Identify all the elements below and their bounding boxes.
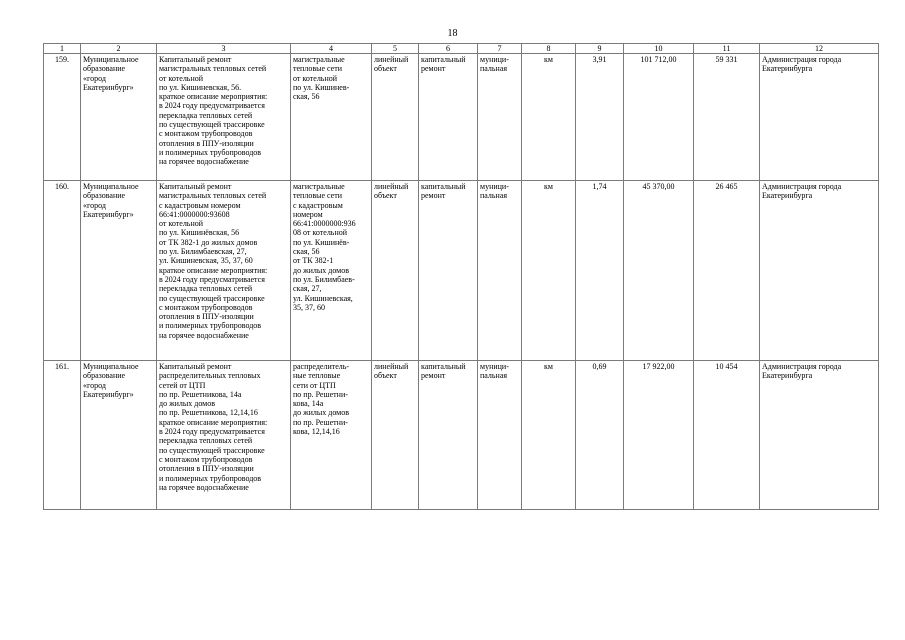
cell-line: отопления в ППУ-изоляции (159, 464, 254, 474)
cell-line: ская, 56 (293, 247, 320, 257)
row-number-cell: 160. (44, 181, 81, 361)
cell-line: Екатеринбурга (762, 371, 813, 381)
col-header: 8 (522, 44, 576, 54)
cell-line: Екатеринбурга (762, 191, 813, 201)
table-row (44, 181, 879, 361)
cell-line: линейный (374, 362, 409, 371)
cell-line: «город (83, 380, 106, 390)
cell-line: от котельной (293, 73, 338, 83)
owner-cell (81, 361, 157, 510)
length-cell: 0,69 (576, 361, 624, 510)
cell-line: магистральные (293, 55, 345, 64)
object-cell (291, 54, 372, 181)
cell-line: в 2024 году предусматривается (159, 274, 265, 284)
cell-line: по существующей трассировке (159, 120, 265, 130)
cell-line: образование (83, 64, 126, 74)
cell-line: Екатеринбург» (83, 209, 134, 219)
cell-line: Администрация города (762, 362, 842, 371)
object-cell (291, 361, 372, 510)
col-header: 10 (624, 44, 694, 54)
cell-line: кова, 12,14,16 (293, 427, 340, 437)
owner-cell (81, 54, 157, 181)
cell-line: с кадастровым (293, 200, 343, 210)
value-cell: 10 454 (694, 361, 760, 510)
cell-line: и полимерных трубопроводов (159, 473, 262, 483)
col-header: 7 (478, 44, 522, 54)
cell-line: капитальный (421, 362, 466, 371)
administrator-cell (760, 181, 879, 361)
cell-line: отопления в ППУ-изоляции (159, 138, 254, 148)
work-type-cell (419, 181, 478, 361)
cell-line: по ул. Билимбаев- (293, 274, 355, 284)
col-header: 2 (81, 44, 157, 54)
cell-line: от котельной (159, 219, 204, 229)
cell-line: номером (293, 209, 323, 219)
length-cell: 3,91 (576, 54, 624, 181)
cell-line: от ТК 382-1 до жилых домов (159, 237, 258, 247)
col-header: 11 (694, 44, 760, 54)
cell-line: капитальный (421, 182, 466, 191)
cell-line: отопления в ППУ-изоляции (159, 312, 254, 322)
length-cell: 1,74 (576, 181, 624, 361)
cell-line: Капитальный ремонт (159, 362, 232, 371)
cell-line: ремонт (421, 191, 446, 201)
cell-line: перекладка тепловых сетей (159, 110, 253, 120)
cell-line: с монтажом трубопроводов (159, 129, 253, 139)
cost-cell: 17 922,00 (624, 361, 694, 510)
cell-line: краткое описание мероприятия: (159, 265, 268, 275)
unit-cell: км (522, 54, 576, 181)
cell-line: Муниципальное (83, 362, 139, 371)
col-header: 6 (419, 44, 478, 54)
cell-line: ул. Кишиневская, 35, 37, 60 (159, 256, 253, 266)
cell-line: ская, 56 (293, 92, 320, 102)
cell-line: перекладка тепловых сетей (159, 284, 253, 294)
col-header: 5 (372, 44, 419, 54)
project-name-cell (157, 181, 291, 361)
cell-line: магистральные (293, 182, 345, 191)
cell-line: Капитальный ремонт (159, 55, 232, 64)
cell-line: по пр. Решетни- (293, 417, 348, 427)
cell-line: ская, 27, (293, 284, 322, 294)
cell-line: по существующей трассировке (159, 293, 265, 303)
cell-line: по ул. Кишинев- (293, 82, 350, 92)
cell-line: от котельной (159, 73, 204, 83)
cell-line: 08 от котельной (293, 228, 348, 238)
work-type-cell (419, 54, 478, 181)
cell-line: пальная (480, 64, 508, 74)
cell-line: образование (83, 191, 126, 201)
cell-line: магистральных тепловых сетей (159, 191, 267, 201)
header-row (44, 44, 879, 54)
cost-cell: 101 712,00 (624, 54, 694, 181)
cell-line: ремонт (421, 64, 446, 74)
ownership-cell (478, 361, 522, 510)
cell-line: муници- (480, 55, 509, 64)
cell-line: по пр. Решетникова, 14а (159, 389, 242, 399)
cell-line: Муниципальное (83, 182, 139, 191)
cell-line: с монтажом трубопроводов (159, 302, 253, 312)
cell-line: сети от ЦТП (293, 380, 336, 390)
col-header: 12 (760, 44, 879, 54)
cell-line: муници- (480, 182, 509, 191)
cell-line: на горячее водоснабжение (159, 482, 249, 492)
cell-line: на горячее водоснабжение (159, 330, 249, 340)
cell-line: от ТК 382-1 (293, 256, 334, 266)
cell-line: тепловые сети (293, 64, 342, 74)
cell-line: линейный (374, 182, 409, 191)
object-type-cell (372, 181, 419, 361)
cell-line: кова, 14а (293, 399, 324, 409)
cell-line: в 2024 году предусматривается (159, 427, 265, 437)
cell-line: 66:41:0000000:93608 (159, 209, 230, 219)
cell-line: ные тепловые (293, 371, 341, 381)
cell-line: до жилых домов (293, 408, 350, 418)
work-type-cell (419, 361, 478, 510)
col-header: 4 (291, 44, 372, 54)
cost-cell: 45 370,00 (624, 181, 694, 361)
cell-line: перекладка тепловых сетей (159, 436, 253, 446)
cell-line: краткое описание мероприятия: (159, 92, 268, 102)
administrator-cell (760, 361, 879, 510)
cell-line: по ул. Кишинёвская, 56 (159, 228, 240, 238)
object-type-cell (372, 54, 419, 181)
cell-line: Екатеринбург» (83, 82, 134, 92)
cell-line: Администрация города (762, 182, 842, 191)
unit-cell: км (522, 181, 576, 361)
cell-line: линейный (374, 55, 409, 64)
object-cell (291, 181, 372, 361)
cell-line: «город (83, 200, 106, 210)
cell-line: объект (374, 371, 397, 381)
cell-line: пальная (480, 191, 508, 201)
col-header: 1 (44, 44, 81, 54)
cell-line: до жилых домов (293, 265, 350, 275)
cell-line: объект (374, 191, 397, 201)
col-header: 3 (157, 44, 291, 54)
cell-line: по существующей трассировке (159, 445, 265, 455)
ownership-cell (478, 181, 522, 361)
cell-line: и полимерных трубопроводов (159, 147, 262, 157)
cell-line: 35, 37, 60 (293, 302, 325, 312)
cell-line: до жилых домов (159, 399, 216, 409)
col-header: 9 (576, 44, 624, 54)
table-row (44, 361, 879, 510)
cell-line: Администрация города (762, 55, 842, 64)
cell-line: по пр. Решетни- (293, 389, 348, 399)
cell-line: Муниципальное (83, 55, 139, 64)
value-cell: 59 331 (694, 54, 760, 181)
unit-cell: км (522, 361, 576, 510)
page-number: 18 (447, 28, 458, 39)
cell-line: по ул. Билимбаевская, 27, (159, 247, 247, 257)
administrator-cell (760, 54, 879, 181)
cell-line: пальная (480, 371, 508, 381)
cell-line: Екатеринбурга (762, 64, 813, 74)
cell-line: сетей от ЦТП (159, 380, 206, 390)
cell-line: с монтажом трубопроводов (159, 454, 253, 464)
cell-line: «город (83, 73, 106, 83)
cell-line: и полимерных трубопроводов (159, 321, 262, 331)
cell-line: распределительных тепловых (159, 371, 261, 381)
table-row (44, 54, 879, 181)
cell-line: ремонт (421, 371, 446, 381)
cell-line: на горячее водоснабжение (159, 157, 249, 167)
cell-line: капитальный (421, 55, 466, 64)
cell-line: с кадастровым номером (159, 200, 241, 210)
cell-line: муници- (480, 362, 509, 371)
cell-line: по пр. Решетникова, 12,14,16 (159, 408, 258, 418)
cell-line: объект (374, 64, 397, 74)
cell-line: 66:41:0000000:936 (293, 219, 356, 229)
project-name-cell (157, 361, 291, 510)
cell-line: по ул. Кишинёв- (293, 237, 350, 247)
cell-line: по ул. Кишиневская, 56. (159, 82, 242, 92)
value-cell: 26 465 (694, 181, 760, 361)
cell-line: магистральных тепловых сетей (159, 64, 267, 74)
owner-cell (81, 181, 157, 361)
cell-line: Капитальный ремонт (159, 182, 232, 191)
object-type-cell (372, 361, 419, 510)
cell-line: краткое описание мероприятия: (159, 417, 268, 427)
cell-line: в 2024 году предусматривается (159, 101, 265, 111)
cell-line: тепловые сети (293, 191, 342, 201)
ownership-cell (478, 54, 522, 181)
cell-line: распределитель- (293, 362, 350, 371)
cell-line: Екатеринбург» (83, 389, 134, 399)
row-number-cell: 161. (44, 361, 81, 510)
investment-table (43, 43, 879, 510)
cell-line: ул. Кишиневская, (293, 293, 353, 303)
cell-line: образование (83, 371, 126, 381)
row-number-cell: 159. (44, 54, 81, 181)
project-name-cell (157, 54, 291, 181)
